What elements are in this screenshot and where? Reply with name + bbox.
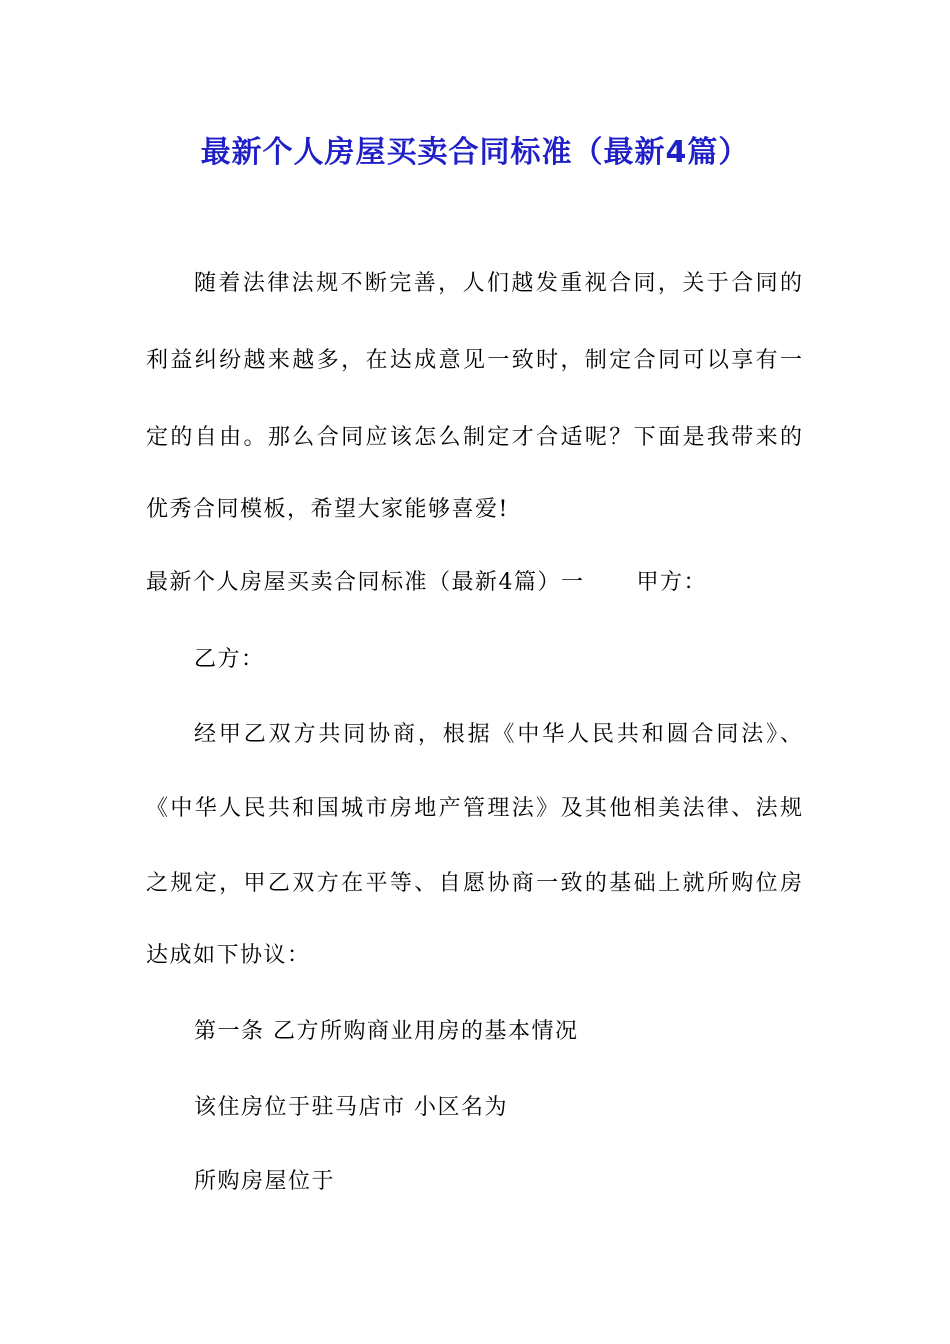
intro-line-2: 利益纠纷越来越多，在达成意见一致时，制定合同可以享有一 [146, 348, 802, 373]
agreement-line-2: 《中华人民共和国城市房地产管理法》及其他相美法律、法规 [146, 796, 802, 821]
house-line: 所购房屋位于 [194, 1169, 336, 1194]
intro-line-1: 随着法律法规不断完善，人们越发重视合同，关于合同的 [194, 271, 802, 296]
agreement-line-1: 经甲乙双方共同协商，根据《中华人民共和圆合同法》、 [194, 722, 802, 747]
agreement-line-3: 之规定，甲乙双方在平等、自愿协商一致的基础上就所购位房 [146, 871, 802, 896]
section-heading-row [146, 567, 707, 599]
party-a-label: 甲方： [636, 570, 708, 595]
section-heading: 最新个人房屋买卖合同标准（最新4篇）一 [146, 570, 585, 595]
party-b-label: 乙方： [194, 647, 265, 672]
intro-line-3: 定的自由。那么合同应该怎么制定才合适呢？下面是我带来的 [146, 425, 802, 450]
article-1-heading: 第一条 乙方所购商业用房的基本情况 [194, 1019, 579, 1044]
intro-line-4: 优秀合同模板，希望大家能够喜爱! [146, 497, 509, 522]
location-line: 该住房位于驻马店市 小区名为 [194, 1095, 508, 1120]
document-title: 最新个人房屋买卖合同标准（最新4篇） [200, 135, 750, 170]
agreement-line-4: 达成如下协议： [146, 943, 311, 968]
